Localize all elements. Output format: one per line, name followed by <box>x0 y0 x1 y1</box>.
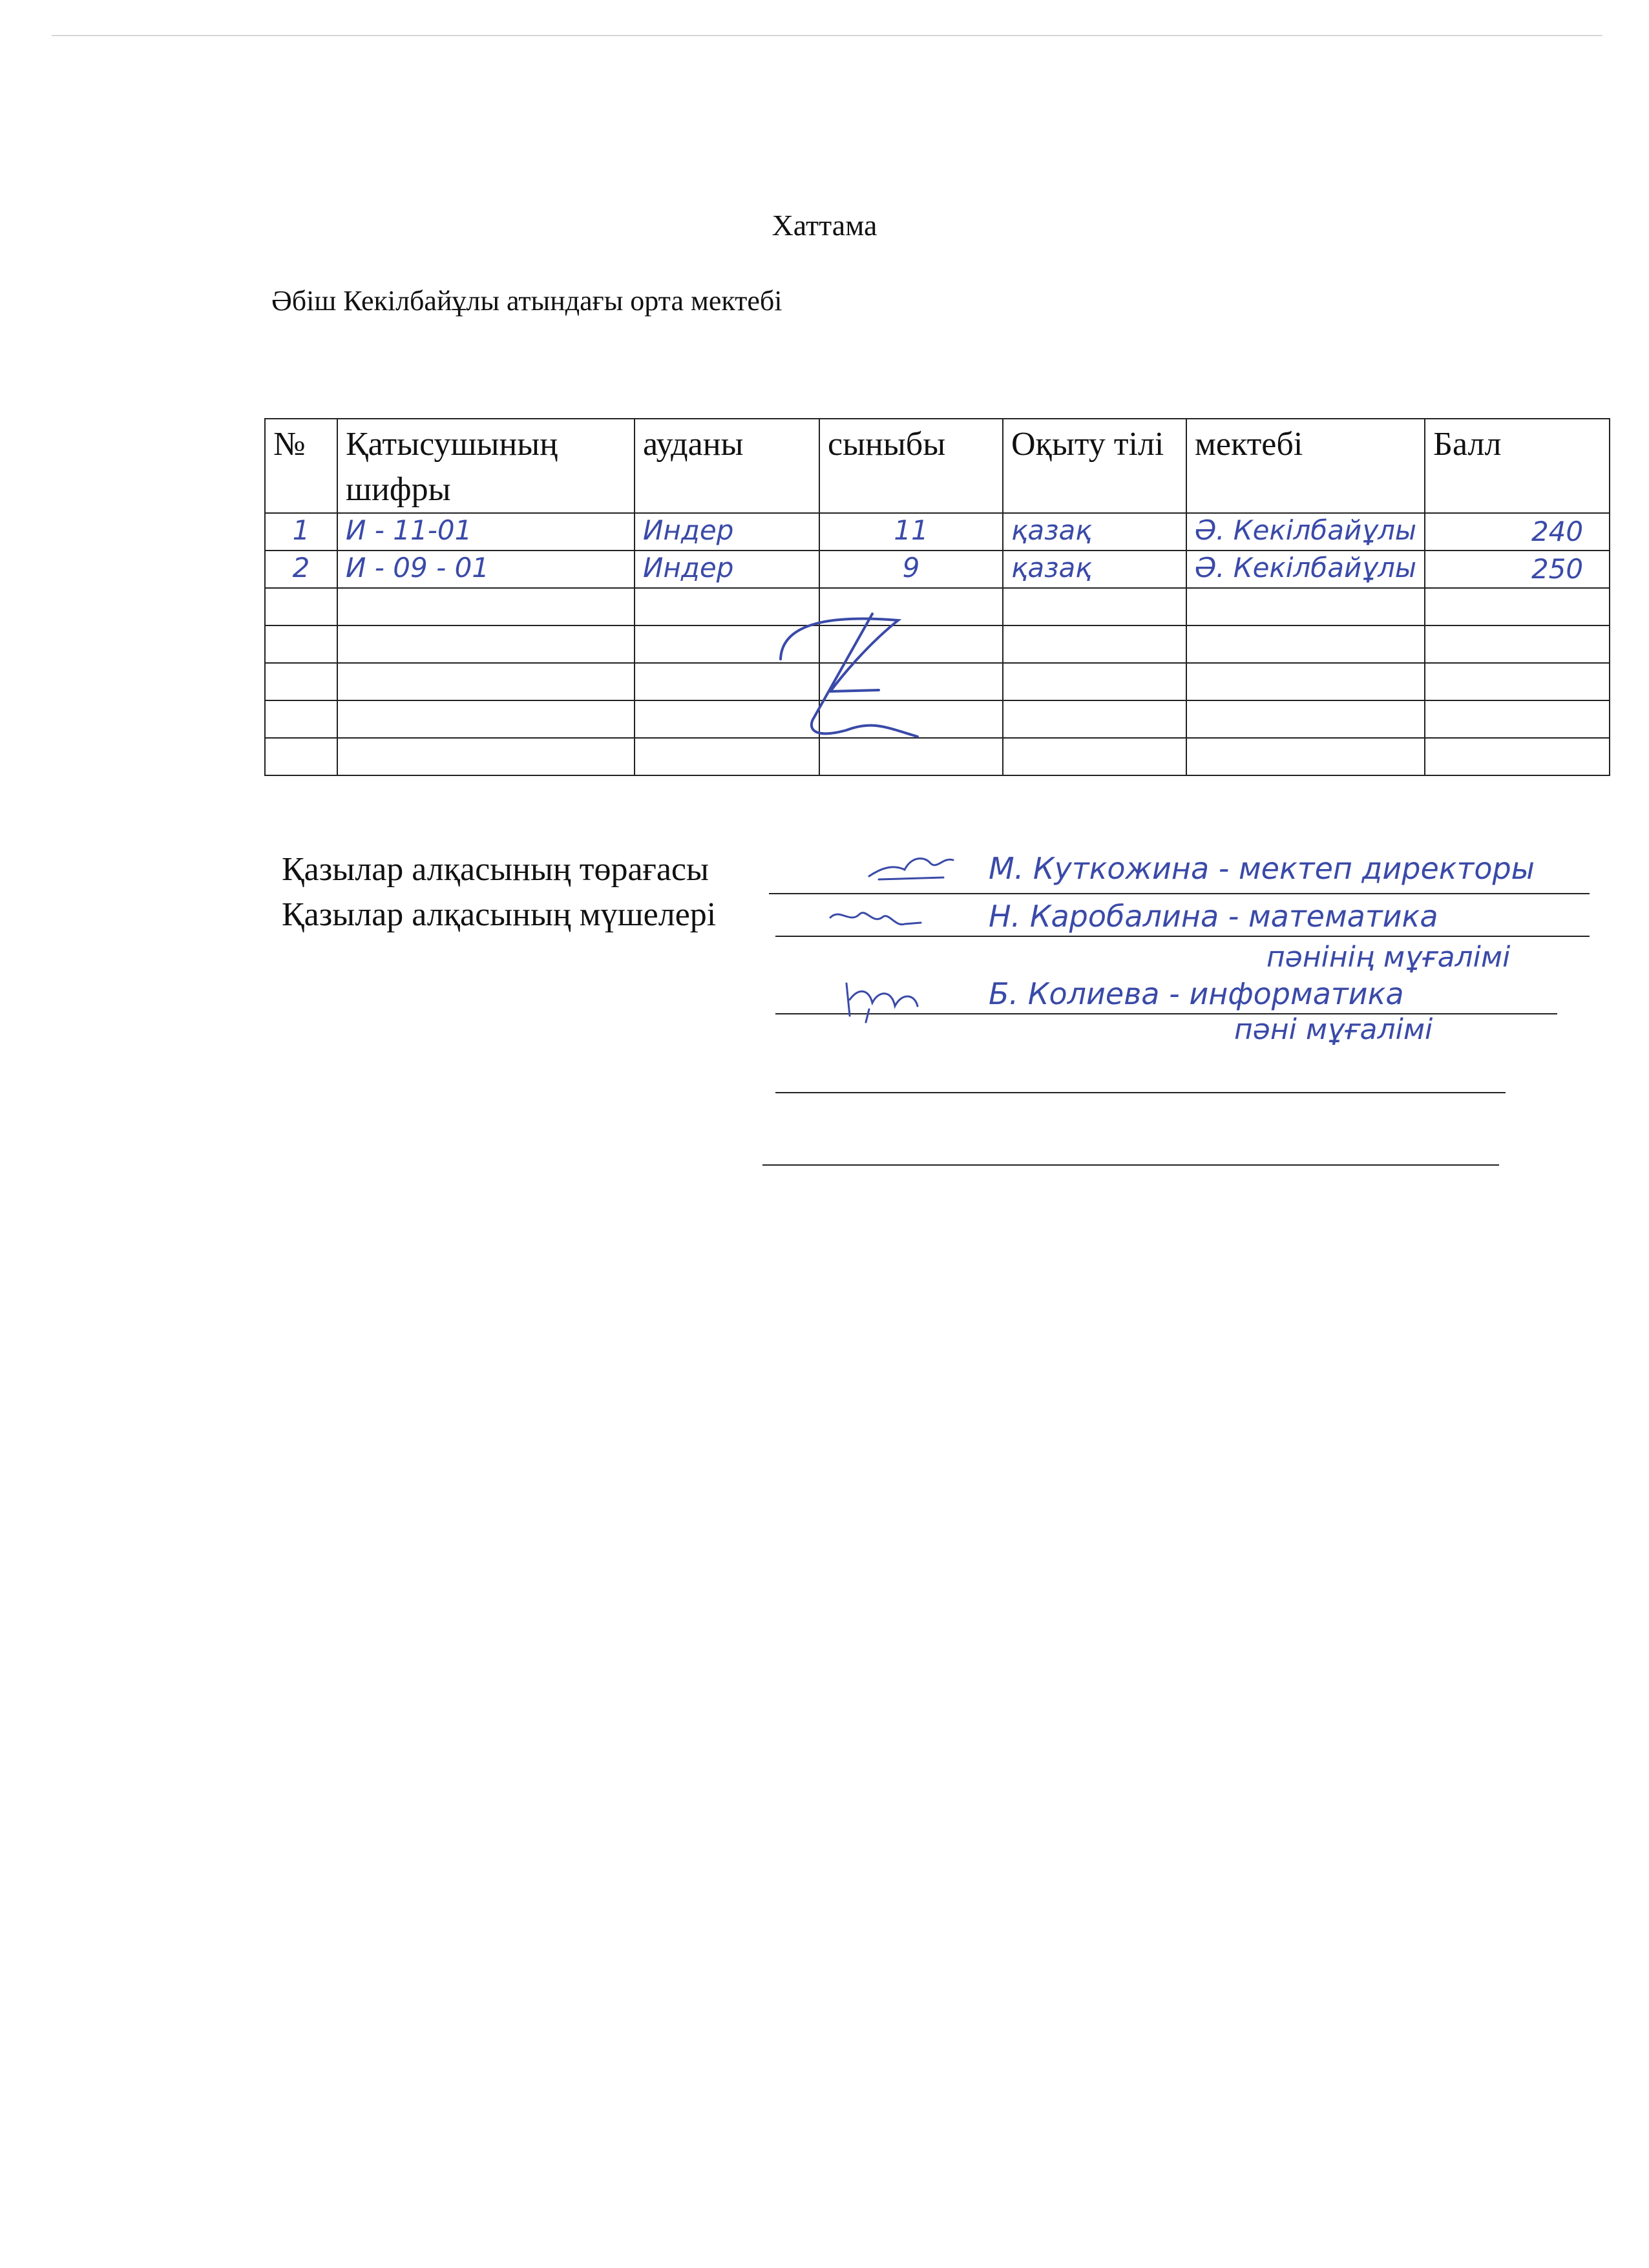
header-number: № <box>265 419 337 513</box>
member1-signature <box>827 898 924 937</box>
row-code: И - 09 - 01 <box>337 551 635 588</box>
empty-table-row <box>265 738 1610 775</box>
row-grade: 11 <box>819 513 1003 551</box>
header-participant-code: Қатысушының шифры <box>337 419 635 513</box>
table-header-row <box>265 419 1610 513</box>
scan-edge-line <box>52 35 1602 36</box>
row-number: 1 <box>265 513 337 551</box>
chair-signature-line <box>769 893 1590 894</box>
member2-name: Б. Колиева - информатика <box>989 976 1404 1011</box>
header-grade: сыныбы <box>819 419 1003 513</box>
row-score: 250 <box>1531 553 1584 585</box>
member1-continuation: пәнінің мұғалімі <box>1266 941 1511 974</box>
chair-name: М. Куткожина - мектеп директоры <box>989 851 1535 886</box>
member3-signature-line <box>775 1092 1506 1093</box>
member2-continuation: пәні мұғалімі <box>1234 1013 1433 1046</box>
row-district: Индер <box>635 551 819 588</box>
row-number: 2 <box>265 551 337 588</box>
empty-table-row <box>265 588 1610 625</box>
row-score-cell <box>1425 513 1610 551</box>
row-school: Ә. Кекілбайұлы <box>1186 551 1425 588</box>
row-language: қазақ <box>1003 551 1186 588</box>
document-title: Хаттама <box>772 209 877 242</box>
empty-table-row <box>265 663 1610 700</box>
empty-table-row <box>265 700 1610 738</box>
row-code: И - 11-01 <box>337 513 635 551</box>
row-score-cell <box>1425 551 1610 588</box>
member2-signature <box>840 971 930 1029</box>
row-score: 240 <box>1531 516 1584 547</box>
row-school: Ә. Кекілбайұлы <box>1186 513 1425 551</box>
member4-signature-line <box>762 1164 1499 1166</box>
row-grade: 9 <box>819 551 1003 588</box>
row-district: Индер <box>635 513 819 551</box>
header-district: ауданы <box>635 419 819 513</box>
jury-chair-label: Қазылар алқасының төрағасы <box>282 851 709 888</box>
header-score: Балл <box>1425 419 1610 513</box>
row-language: қазақ <box>1003 513 1186 551</box>
school-name: Әбіш Кекілбайұлы атындағы орта мектебі <box>271 285 782 317</box>
member1-name: Н. Каробалина - математика <box>989 899 1438 934</box>
results-table-wrapper <box>264 418 1610 776</box>
jury-members-label: Қазылар алқасының мүшелері <box>282 896 717 933</box>
table-row <box>265 551 1610 588</box>
header-language: Оқыту тілі <box>1003 419 1186 513</box>
table-row <box>265 513 1610 551</box>
header-school: мектебі <box>1186 419 1425 513</box>
empty-table-row <box>265 625 1610 663</box>
z-strike-mark <box>769 607 937 750</box>
results-table <box>264 418 1610 776</box>
chair-signature <box>866 850 956 889</box>
